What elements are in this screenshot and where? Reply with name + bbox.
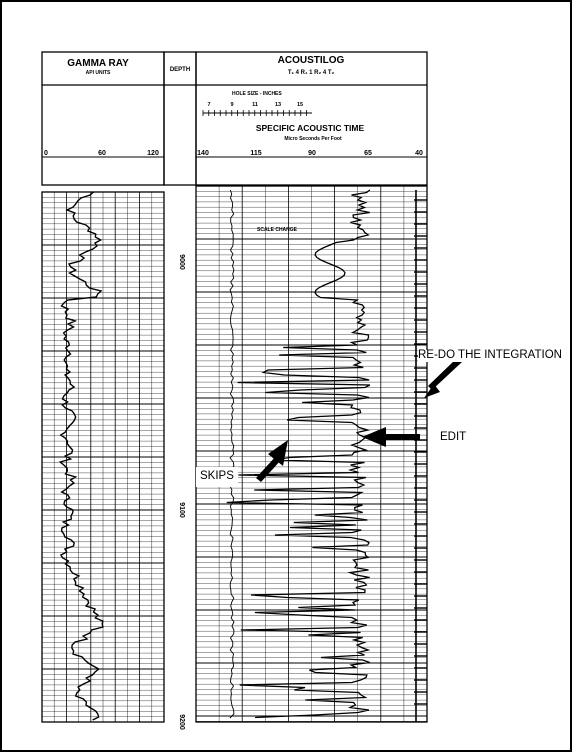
hole-tick-9: 9 xyxy=(230,102,234,108)
depth-9100: 9100 xyxy=(178,502,185,518)
acoustic-curve xyxy=(227,190,370,718)
sat-scale xyxy=(196,150,427,157)
log-grids xyxy=(42,186,427,722)
hole-tick-7: 7 xyxy=(207,102,211,108)
sat-tick-90: 90 xyxy=(308,150,316,157)
sat-title: SPECIFIC ACOUSTIC TIME xyxy=(255,123,365,133)
depth-track xyxy=(178,254,185,730)
hole-tick-11: 11 xyxy=(252,102,258,108)
sat-tick-40: 40 xyxy=(415,150,423,157)
gamma-title: GAMMA RAY xyxy=(67,58,129,69)
gamma-tick-120: 120 xyxy=(147,150,159,157)
acoustic-title: ACOUSTILOG xyxy=(277,55,345,66)
sat-tick-140: 140 xyxy=(197,150,209,157)
acoustic-formula: T₁ 4 R₁ 1 R₂ 4 T₂ xyxy=(287,70,335,76)
gamma-scale xyxy=(42,150,164,157)
redo-label: RE-DO THE INTEGRATION xyxy=(418,349,562,361)
caliper-curve xyxy=(230,190,234,718)
hole-tick-15: 15 xyxy=(296,102,304,108)
gamma-units: API UNITS xyxy=(85,70,111,76)
edit-arrow xyxy=(384,434,420,440)
hole-tick-13: 13 xyxy=(274,102,282,108)
gamma-tick-0: 0 xyxy=(44,150,48,157)
sat-units: Micro Seconds Per Foot xyxy=(284,136,342,142)
header-text xyxy=(67,55,364,142)
edit-label: EDIT xyxy=(440,431,467,443)
depth-9000: 9000 xyxy=(178,254,185,270)
depth-9200: 9200 xyxy=(178,714,185,730)
gamma-tick-60: 60 xyxy=(98,150,106,157)
skips-label: SKIPS xyxy=(196,467,238,487)
track-borders xyxy=(42,186,427,722)
hole-size-scale xyxy=(203,102,312,116)
sat-tick-65: 65 xyxy=(364,150,372,157)
scale-change-mark: SCALE CHANGE xyxy=(257,227,298,233)
redo-arrow xyxy=(428,358,462,390)
hole-size-label: HOLE SIZE - INCHES xyxy=(232,91,282,97)
sat-tick-115: 115 xyxy=(250,150,262,157)
depth-label: DEPTH xyxy=(169,67,191,73)
